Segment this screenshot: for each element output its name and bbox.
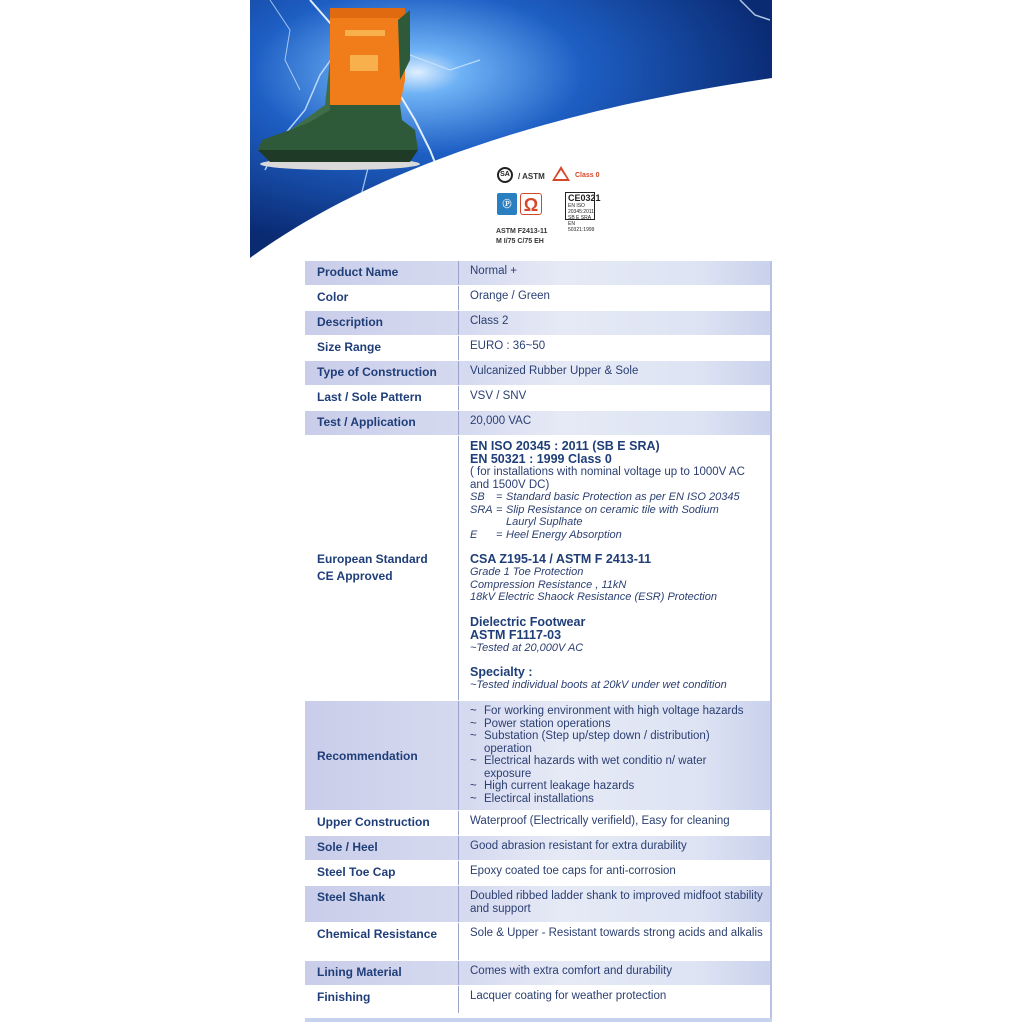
spec-value: Normal + [470,265,517,277]
csa-circle-mark-icon: SA [497,167,513,183]
table-bottom-border [305,1018,772,1022]
ce-line: EN ISO 20345:2011 [568,203,595,215]
abbr-row: SB = Standard basic Protection as per EN ISO 20345 [470,491,740,503]
rec-text: Electircal installations [484,792,594,805]
table-row [305,886,771,923]
list-item: ~ Electrical hazards with wet conditio n/ water exposure [470,755,763,780]
spec-label: Last / Sole Pattern [305,386,459,410]
spec-label: Product Name [305,261,459,285]
list-item: ~ For working environment with high voltage hazards [470,705,744,717]
table-row [305,961,771,986]
spec-value: Comes with extra comfort and durability [470,965,672,977]
table-row [305,411,771,436]
ce-mark: CE0321 [568,193,601,203]
en-50321-head: EN 50321 : 1999 Class 0 [470,452,612,466]
spec-label [305,436,459,700]
omega-mark-icon: Ω [520,193,542,215]
spec-label: Chemical Resistance [305,923,459,960]
csa-head: CSA Z195-14 / ASTM F 2413-11 [470,552,652,566]
spec-label: Size Range [305,336,459,360]
rec-text: High current leakage hazards [484,780,635,792]
install-note: ( for installations with nominal voltage up to 1000V AC and 1500V DC) [470,466,745,491]
hero-banner [250,0,772,258]
spec-value: 20,000 VAC [470,415,532,427]
table-row [305,261,771,286]
abbr-key: SRA [470,503,493,516]
spec-label: Upper Construction [305,811,459,835]
spec-value: Vulcanized Rubber Upper & Sole [470,365,639,377]
abbr-value: Heel Energy Absorption [506,528,622,541]
rec-text: Substation (Step up/step down / distribution) operation [484,730,710,755]
table-row [305,836,771,861]
dielectric-head: Dielectric Footwear [470,614,586,629]
spec-label: Type of Construction [305,361,459,385]
spec-value: Class 2 [470,315,509,327]
table-row-recommendation [305,701,771,811]
ce-line: EN 50321:1999 [568,221,595,233]
cert-std-line: ASTM F2413-11 [496,228,548,235]
list-item: ~ Substation (Step up/step down / distribution) operation [470,730,763,755]
abbr-key: E [470,528,478,541]
european-label-1: European Standard [317,552,428,566]
cert-standards [496,227,547,247]
table-right-border [770,261,772,1019]
spec-label: Description [305,311,459,335]
spec-value: Good abrasion resistant for extra durability [470,840,687,852]
table-row [305,986,771,1014]
dielectric-line: ~Tested at 20,000V AC [470,641,584,654]
abbr-row: SRA = Slip Resistance on ceramic tile with Sodium Lauryl Suplhate [470,504,763,529]
en-iso-head: EN ISO 20345 : 2011 (SB E SRA) [470,439,660,453]
abbr-value: Slip Resistance on ceramic tile with Sodium Lauryl Suplhate [506,503,719,528]
list-item: ~ Power station operations [470,717,611,730]
spec-value: Doubled ribbed ladder shank to improved midfoot stability and support [470,890,763,915]
abbr-value: Standard basic Protection as per EN ISO 20345 [506,491,740,503]
spec-value: EURO : 36~50 [470,340,546,352]
product-sheet [250,0,772,1024]
abbr-key: SB [470,491,485,503]
ce-line: SB E SRA [568,215,592,221]
rec-text: Electrical hazards with wet conditio n/ water exposure [484,755,707,780]
csa-line: Compression Resistance , 11kN [470,578,627,591]
cert-std-line: M I/75 C/75 EH [496,238,544,245]
specialty-line: ~Tested individual boots at 20kV under wet condition [470,679,727,691]
spec-value: Epoxy coated toe caps for anti-corrosion [470,865,676,877]
table-row [305,311,771,336]
spec-label: Recommendation [305,701,459,810]
european-details [459,436,771,700]
spec-label: Finishing [305,986,459,1013]
recommendation-list [459,701,771,810]
dielectric-std: ASTM F1117-03 [470,627,562,642]
spec-label: Sole / Heel [305,836,459,860]
spec-value: Sole & Upper - Resistant towards strong acids and alkalis [470,927,763,939]
table-row [305,386,771,411]
csa-logo-icon: Ⓟ [497,193,517,215]
spec-label: Lining Material [305,961,459,985]
csa-line: Grade 1 Toe Protection [470,566,584,578]
list-item: ~ Electircal installations [470,792,594,805]
table-row [305,286,771,311]
spec-label: Color [305,286,459,310]
european-label-2: CE Approved [317,569,393,583]
rec-text: For working environment with high voltage hazards [484,705,744,717]
cert-astm: / ASTM [518,172,545,181]
table-row [305,811,771,836]
table-row [305,336,771,361]
spec-label: Steel Toe Cap [305,861,459,885]
spec-label: Steel Shank [305,886,459,922]
spec-value: VSV / SNV [470,390,527,402]
csa-line: 18kV Electric Shaock Resistance (ESR) Protection [470,591,717,603]
spec-label: Test / Application [305,411,459,435]
table-row [305,361,771,386]
table-row [305,923,771,961]
rec-text: Power station operations [484,717,611,730]
spec-table [305,261,771,1014]
list-item: ~ High current leakage hazards [470,780,635,792]
table-row [305,861,771,886]
ce-certificate [565,192,601,233]
abbr-row: E = Heel Energy Absorption [470,528,622,541]
spec-value: Waterproof (Electrically verifield), Easy for cleaning [470,815,730,827]
spec-value: Lacquer coating for weather protection [470,990,667,1002]
boot-image [250,0,420,172]
specialty-head: Specialty : [470,665,533,679]
spec-value: Orange / Green [470,290,550,302]
cert-class: Class 0 [575,172,600,179]
table-row-european-standard [305,436,771,701]
warning-triangle-icon [552,166,570,181]
